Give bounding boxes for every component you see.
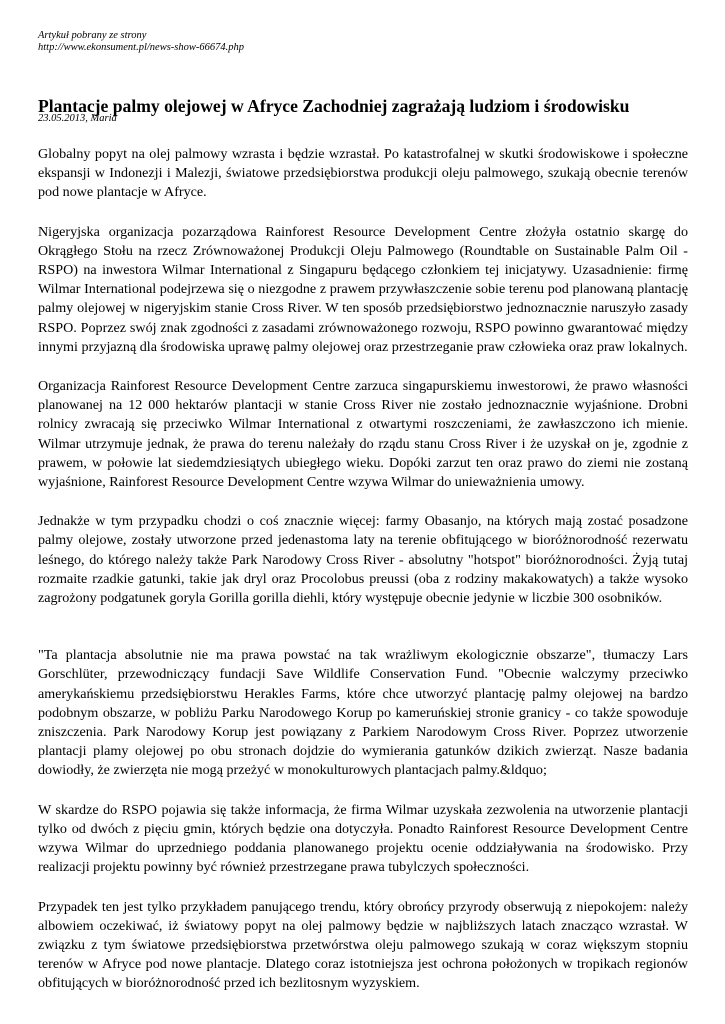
document-page [38,0,688,994]
paragraph-4: Jednakże w tym przypadku chodzi o coś znacznie więcej: farmy Obasanjo, na których mają zostać posadzone palmy olejowe, zostały utworzone przed jedenastoma laty na terenie obfitującego w bioróżnorodność rezerwatu leśnego, do którego należy także Park Narodowy Cross River - absolutny "hotspot" bioróżnorodności. Żyją tutaj rozmaite rzadkie gatunki, takie jak dryl oraz Procolobus preussi (oba z rodziny makakowatych) a także wysoko zagrożony podgatunek goryla Gorilla gorilla diehli, który występuje obecnie jedynie w liczbie 300 osobników. [38,513,688,607]
paragraph-1: Globalny popyt na olej palmowy wzrasta i będzie wzrastał. Po katastrofalnej w skutki środowiskowe i społeczne ekspansji w Indonezji i Malezji, światowe przedsiębiorstwa produkcji oleju palmowego, szukają obecnie terenów pod nowe plantacje w Afryce. [38,146,688,201]
paragraph-2: Nigeryjska organizacja pozarządowa Rainforest Resource Development Centre złożyła ostatnio skargę do Okrągłego Stołu na rzecz Zrównoważonej Produkcji Oleju Palmowego (Roundtable on Sustainable Palm Oil - RSPO) na inwestora Wilmar International z Singapuru będącego członkiem tej inicjatywy. Uzasadnienie: firmę Wilmar International podejrzewa się o niezgodne z prawem przywłaszczenie sobie terenu pod planowaną plantację palmy olejowej w nigeryjskim stanie Cross River. W ten sposób przedsiębiorstwo jednoznacznie naruszyło zasady RSPO. Poprzez swój znak zgodności z zasadami zrównoważonego rozwoju, RSPO powinno gwarantować między innymi przyjazną dla środowiska uprawę palmy olejowej oraz przestrzeganie praw człowieka oraz praw lokalnych. [38,223,688,355]
article-title: Plantacje palmy olejowej w Afryce Zachodniej zagrażają ludziom i środowisku [38,96,630,116]
source-note [38,30,688,54]
source-url: http://www.ekonsument.pl/news-show-66674.php [38,42,245,53]
source-label: Artykuł pobrany ze strony [38,30,147,41]
paragraph-5: "Ta plantacja absolutnie nie ma prawa powstać na tak wrażliwym ekologicznie obszarze", tłumaczy Lars Gorschlüter, przewodniczący fundacji Save Wildlife Conservation Fund. "Obecnie walczymy przeciwko amerykańskiemu przedsiębiorstwu Herakles Farms, które chce utworzyć plantację palmy olejowej na bardzo podobnym obszarze, w pobliżu Parku Narodowego Korup po kameruńskiej stronie granicy - co także spowoduje zniszczenia. Park Narodowy Korup jest powiązany z Parkiem Narodowym Cross River. Poprzez utworzenie plantacji plamy olejowej po obu stronach dojdzie do wymierania gatunków dzikich zwierząt. Nasze badania dowiodły, że zwierzęta nie mogą przeżyć w monokulturowych plantacjach palmy.&ldquo; [38,647,688,779]
paragraph-7: Przypadek ten jest tylko przykładem panującego trendu, który obrońcy przyrody obserwują z niepokojem: należy albowiem oczekiwać, iż światowy popyt na olej palmowy będzie w najbliższych latach znacząco wzrastał. W związku z tym światowe przedsiębiorstwa przetwórstwa oleju palmowego szukają w coraz większym stopniu terenów w Afryce pod nowe plantacje. Dlatego coraz istotniejsza jest ochrona położonych w tropikach regionów obfitujących w bioróżnorodność przed ich bezlitosnym wyzyskiem. [38,898,688,992]
paragraph-6: W skardze do RSPO pojawia się także informacja, że firma Wilmar uzyskała zezwolenia na utworzenie plantacji tylko od dwóch z pięciu gmin, których będzie ona dotyczyła. Ponadto Rainforest Resource Development Centre wzywa Wilmar do uprzedniego poddania planowanego projektu ocenie oddziaływania na środowisko. Przy realizacji projektu powinny być również przestrzegane prawa tubylczych społeczności. [38,801,688,876]
paragraph-3: Organizacja Rainforest Resource Development Centre zarzuca singapurskiemu inwestorowi, że prawo własności planowanej na 12 000 hektarów plantacji w stanie Cross River nie zostało jednoznacznie wyjaśnione. Drobni rolnicy zwracają się przeciwko Wilmar International z otwartymi roszczeniami, że zawłaszczono ich mienie. Wilmar utrzymuje jednak, że prawa do terenu należały do rządu stanu Cross River i że uzyskał on je, zgodnie z prawem, w połowie lat siedemdziesiątych ubiegłego wieku. Dopóki zarzut ten oraz prawo do ziemi nie zostaną wyjaśnione, Rainforest Resource Development Centre wzywa Wilmar do unieważnienia umowy. [38,378,688,491]
article-date-author: 23.05.2013, Maria [38,113,117,124]
